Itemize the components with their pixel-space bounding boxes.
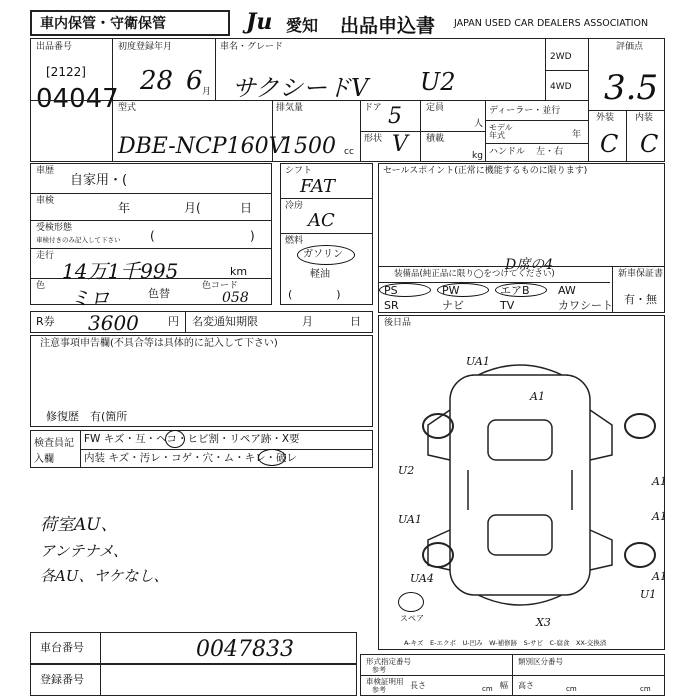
equipment-item: PW	[442, 284, 460, 297]
inspector-label: 検査員記入欄	[34, 438, 74, 465]
width-unit: cm	[566, 685, 577, 693]
shape-value: V	[392, 132, 408, 157]
int-label: 内装	[635, 113, 654, 123]
int-value: C	[640, 130, 659, 158]
damage-mark-4: UA1	[398, 513, 422, 526]
note-line-2: アンテナメ、	[40, 542, 128, 560]
year-unit: 年	[572, 130, 582, 140]
load-label: 積載	[426, 134, 445, 144]
color-change-label: 色替	[148, 287, 170, 300]
damage-mark-8: A1	[652, 570, 667, 583]
equipment-item: カワシート	[558, 299, 613, 312]
spare-tire	[398, 592, 424, 612]
reg-month: 6	[186, 66, 203, 96]
damage-mark-5: A1	[652, 475, 667, 488]
damage-mark-2: A1	[530, 390, 545, 403]
door-label: ドア	[364, 103, 382, 113]
equipment-item: PS	[384, 284, 398, 297]
class-number-label: 類別区分番号	[518, 657, 563, 666]
drive-2wd: 2WD	[550, 52, 572, 62]
shift-value: FAT	[300, 176, 335, 197]
fuel-diesel: 軽油	[310, 269, 330, 280]
lot-sub: [2122]	[46, 65, 86, 79]
notes-label: 注意事項申告欄(不具合等は具体的に記入して下さい)	[40, 338, 278, 349]
car-grade: U2	[420, 68, 456, 96]
form-ref-label: 参考	[372, 666, 386, 674]
sales-point-note: D席の4	[505, 257, 554, 273]
color-value: ミロ	[70, 286, 110, 310]
storage-badge-text: 車内保管・守衛保管	[40, 16, 166, 32]
height-unit: cm	[640, 685, 651, 693]
name-change-month: 月	[302, 315, 313, 328]
region-label: 愛知	[286, 16, 319, 35]
equipment-label: 装備品(純正品に限り◯をつけてください)	[394, 269, 555, 279]
damage-mark-7: UA4	[410, 572, 434, 585]
repair-label: 修復歴 有(箇所	[46, 410, 128, 423]
height-label: 高さ	[518, 681, 534, 690]
form-paren-close: )	[250, 229, 255, 243]
score-value: 3.5	[604, 68, 659, 108]
equipment-item: TV	[500, 299, 515, 312]
mileage-unit: km	[230, 265, 248, 278]
color-label: 色	[36, 281, 46, 291]
name-change-day: 日	[350, 315, 361, 328]
form-number-label: 形式指定番号	[366, 657, 411, 666]
note-line-1: 荷室AU、	[40, 515, 118, 535]
mileage-label: 走行	[36, 251, 55, 261]
length-unit: cm	[482, 685, 493, 693]
color-code-label: 色コード	[202, 281, 239, 291]
score-label: 評価点	[616, 42, 644, 52]
reg-month-unit: 月	[202, 87, 212, 97]
fw-mark-circle	[165, 430, 185, 448]
length-label: 長さ	[410, 681, 426, 690]
note-line-3: 各AU、ヤケなし、	[40, 567, 169, 585]
association-name: JAPAN USED CAR DEALERS ASSOCIATION	[454, 18, 649, 29]
fuel-label: 燃料	[285, 236, 304, 246]
history-label: 車歴	[36, 166, 55, 176]
recycle-unit: 円	[168, 315, 179, 328]
recycle-label: R券	[36, 315, 55, 328]
reg-label: 初度登録年月	[118, 42, 173, 52]
ju-logo: Ju	[246, 9, 273, 35]
fw-row: FW キズ・互・ヘコ・ヒビ割・リペア跡・X要	[84, 433, 300, 445]
recycle-value: 3600	[88, 311, 139, 335]
reg-year: 28	[140, 66, 174, 96]
sales-point-label: セールスポイント(正常に機能するものに限ります)	[383, 166, 588, 176]
name-change-label: 名変通知期限	[192, 315, 258, 328]
form-paren: (	[150, 229, 155, 243]
displacement-unit: cc	[344, 147, 354, 157]
form-note: 車検付きのみ記入して下さい	[36, 236, 121, 244]
equipment-item: SR	[384, 299, 399, 312]
equipment-item: エアB	[500, 284, 530, 297]
chassis-value: 0047833	[196, 637, 294, 662]
capacity-label: 定員	[426, 103, 445, 113]
equipment-circle	[379, 283, 431, 297]
shift-label: シフト	[285, 166, 313, 176]
equipment-item: AW	[558, 284, 576, 297]
storage-badge	[30, 10, 230, 36]
load-unit: kg	[472, 151, 483, 161]
damage-legend: A-キズ E-エクボ U-凹み W-補修跡 S-サビ C-腐食 XX-交換済	[404, 639, 607, 647]
fuel-gas: ガソリン	[303, 249, 343, 260]
rear-seat-label: 後日品	[384, 318, 412, 328]
equipment-item: ナビ	[442, 299, 464, 312]
car-name: サクシードV	[232, 74, 369, 102]
damage-mark-10: X3	[536, 616, 551, 629]
color-code-value: 058	[222, 290, 249, 306]
damage-mark-1: UA1	[466, 355, 490, 368]
shaken-label: 車検	[36, 196, 55, 206]
shape-label: 形状	[364, 134, 383, 144]
ac-label: 冷房	[285, 201, 304, 211]
capacity-unit: 人	[474, 119, 484, 129]
history-value: 自家用・(	[70, 173, 128, 188]
door-value: 5	[388, 104, 402, 129]
damage-mark-3: U2	[398, 464, 415, 477]
lot-label: 出品番号	[36, 42, 73, 52]
reg-number-label: 登録番号	[40, 673, 84, 686]
chassis-label: 車台番号	[40, 641, 84, 654]
car-name-label: 車名・グレード	[220, 42, 284, 52]
mileage-value: 14万1千995	[62, 259, 179, 283]
model-code: DBE-NCP160V	[118, 134, 285, 159]
warranty-value: 有・無	[624, 293, 657, 306]
model-year-label: モデル年式	[489, 123, 513, 140]
ext-value: C	[600, 130, 619, 158]
equipment-circle	[437, 283, 489, 297]
doc-title: 出品申込書	[340, 15, 436, 37]
handle-label: ハンドル	[489, 147, 526, 157]
drive-4wd: 4WD	[550, 82, 572, 92]
equipment-circle	[495, 283, 547, 297]
dealer-label: ディーラー・並行	[489, 106, 561, 116]
ac-value: AC	[308, 210, 335, 231]
damage-mark-6: A1	[652, 510, 667, 523]
shaken-day: 日	[240, 201, 253, 215]
displacement-value: 1500	[280, 134, 336, 159]
ext-label: 外装	[596, 113, 615, 123]
interior-mark-circle	[258, 449, 286, 466]
shaken-month: 月(	[184, 201, 201, 215]
fuel-paren: ( )	[288, 288, 341, 301]
cert-ref-label: 参考	[372, 686, 386, 694]
spare-label: スペア	[400, 614, 424, 623]
interior-row: 内装 キズ・汚レ・コゲ・穴・ム・キレ・破レ	[84, 452, 298, 464]
handle-value: 左・右	[536, 147, 564, 157]
cert-label: 車検証明用	[366, 677, 404, 686]
lot-number: 04047	[36, 84, 119, 114]
new-warranty-label: 新車保証書	[618, 269, 664, 279]
displacement-label: 排気量	[276, 103, 304, 113]
form-label: 受検形態	[36, 223, 73, 233]
shaken-year: 年	[118, 201, 131, 215]
damage-mark-9: U1	[640, 588, 657, 601]
model-label: 型式	[118, 103, 137, 113]
width-label: 幅	[500, 681, 508, 690]
